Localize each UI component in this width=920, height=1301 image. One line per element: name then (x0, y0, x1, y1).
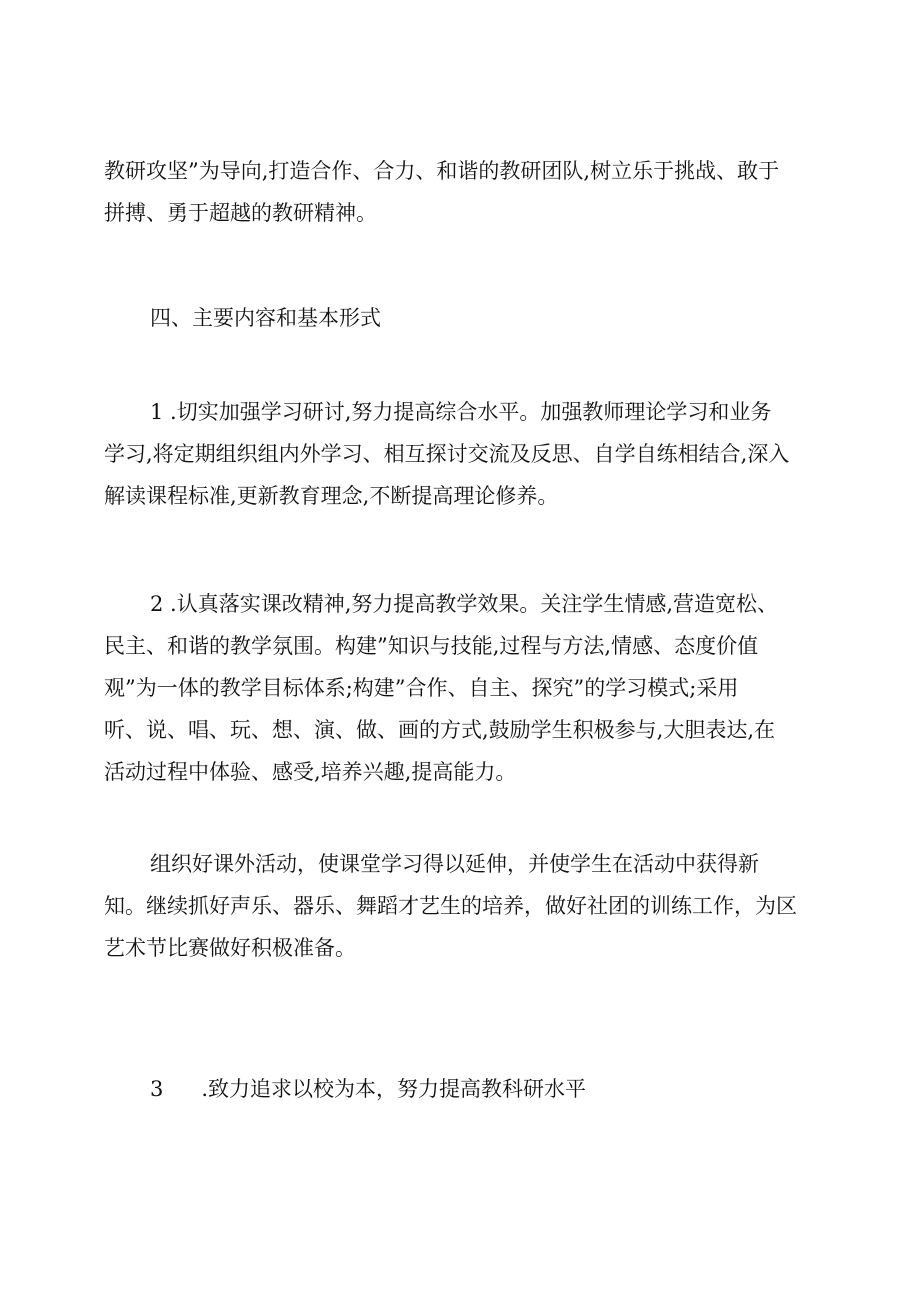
paragraph-line: 解读课程标准,更新教育理念,不断提高理论修养。 (104, 484, 559, 508)
section-heading-main-content: 四、主要内容和基本形式 (150, 306, 381, 330)
paragraph-extracurricular (104, 843, 820, 969)
paragraph-line: 艺术节比赛做好积极准备。 (104, 936, 356, 960)
paragraph-line: 拼搏、勇于超越的教研精神。 (104, 201, 377, 225)
item-3-text: .致力追求以校为本，努力提高教科研水平 (201, 1077, 587, 1101)
paragraph-line: 民主、和谐的教学氛围。构建”知识与技能,过程与方法,情感、态度价值 (104, 634, 759, 658)
paragraph-line: 听、说、唱、玩、想、演、做、画的方式,鼓励学生积极参与,大胆表达,在 (104, 718, 776, 742)
paragraph-line: 活动过程中体验、感受,培养兴趣,提高能力。 (104, 760, 517, 784)
paragraph-item-2 (104, 583, 820, 793)
item-number: 3 (150, 1077, 164, 1101)
paragraph-line: 2 .认真落实课改精神,努力提高教学效果。关注学生情感,营造宽松、 (150, 592, 779, 616)
paragraph-item-1 (104, 391, 820, 517)
paragraph-line: 知。继续抓好声乐、器乐、舞蹈才艺生的培养，做好社团的训练工作，为区 (104, 894, 797, 918)
paragraph-line: 教研攻坚”为导向,打造合作、合力、和谐的教研团队,树立乐于挑战、敢于 (104, 159, 780, 183)
paragraph-line: 组织好课外活动，使课堂学习得以延伸，并使学生在活动中获得新 (150, 852, 759, 876)
paragraph-line: 观”为一体的教学目标体系;构建”合作、自主、探究”的学习模式;采用 (104, 676, 739, 700)
section-heading-item-3 (150, 1068, 586, 1110)
paragraph-line: 1 .切实加强学习研讨,努力提高综合水平。加强教师理论学习和业务 (150, 400, 772, 424)
paragraph-line: 学习,将定期组织组内外学习、相互探讨交流及反思、自学自练相结合,深入 (104, 442, 790, 466)
paragraph-research-spirit (104, 150, 820, 234)
